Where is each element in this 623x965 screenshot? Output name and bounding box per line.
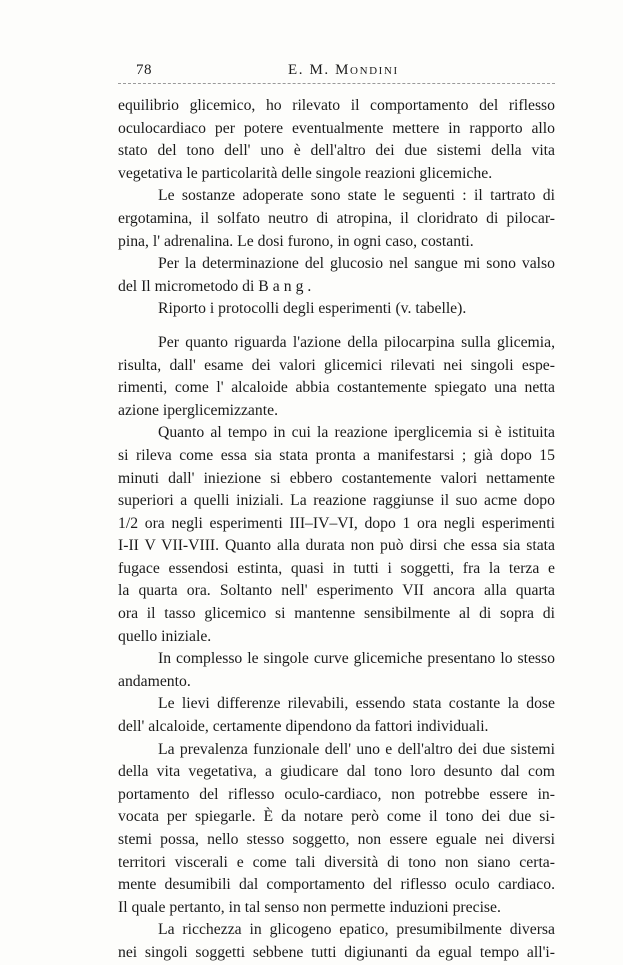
text-line: superiori a quelli iniziali. La reazione raggiunse il suo acme dopo xyxy=(118,492,555,510)
text-line: Le lievi differenze rilevabili, essendo stata costante la dose xyxy=(158,695,555,713)
text-line: portamento del riflesso oculo-cardiaco, non potrebbe essere in- xyxy=(118,785,555,803)
text-line: stemi possa, nello stesso soggetto, non essere eguale nei diversi xyxy=(118,831,555,848)
text-line: dell' alcaloide, certamente dipendono da fattori individuali. xyxy=(118,718,489,736)
text-line: pina, l' adrenalina. Le dosi furono, in ogni caso, costanti. xyxy=(118,232,474,250)
header-rule xyxy=(118,83,555,84)
text-line: vocata per spiegarle. È da notare però come il tono dei due si- xyxy=(118,808,555,826)
page-header xyxy=(118,62,555,86)
text-line: Per la determinazione del glucosio nel sangue mi sono valso xyxy=(158,255,555,273)
text-line: risulta, dall' esame dei valori glicemici rilevati nei singoli espe- xyxy=(118,356,555,374)
text-line: la quarta ora. Soltanto nell' esperimento VII ancora alla quarta xyxy=(118,582,555,600)
text-line: rimenti, come l' alcaloide abbia costantemente spiegato una netta xyxy=(118,379,555,397)
text-line: Le sostanze adoperate sono state le seguenti : il tartrato di xyxy=(158,187,555,205)
text-line: fugace essendosi estinta, quasi in tutti i soggetti, fra la terza e xyxy=(118,559,555,577)
page-number: 78 xyxy=(136,62,152,78)
text-line: territori viscerali e come tali diversità di tono non siano certa- xyxy=(118,853,555,871)
text-line: minuti dall' iniezione si ebbero costantemente valori nettamente xyxy=(118,469,555,487)
text-line: ergotamina, il solfato neutro di atropina, il cloridrato di pilocar- xyxy=(118,209,555,227)
text-line xyxy=(118,276,555,299)
text-line: 1/2 ora negli esperimenti III–IV–VI, dopo 1 ora negli esperimenti xyxy=(118,514,555,532)
text-line: La prevalenza funzionale dell' uno e dell'altro dei due sistemi xyxy=(158,740,555,758)
text-line: azione iperglicemizzante. xyxy=(118,401,278,419)
author-initials: E. M. xyxy=(288,62,330,78)
text-line: Riporto i protocolli degli esperimenti (v. tabelle). xyxy=(158,300,467,318)
text-fragment: del Il micrometodo di xyxy=(118,277,255,295)
text-line: Quanto al tempo in cui la reazione iperglicemia si è istituita xyxy=(158,424,555,442)
text-line: quello iniziale. xyxy=(118,627,212,645)
text-line: della vita vegetativa, a giudicare dal tono loro desunto dal com xyxy=(118,763,555,781)
text-line: si rileva come essa sia stata pronta a manifestarsi ; già dopo 15 xyxy=(118,446,555,464)
text-line: I-II V VII-VIII. Quanto alla durata non può dirsi che essa sia stata xyxy=(118,537,555,555)
text-line: In complesso le singole curve glicemiche presentano lo stesso xyxy=(158,650,555,668)
text-line: La ricchezza in glicogeno epatico, presumibilmente diversa xyxy=(158,921,555,939)
text-line: Il quale pertanto, in tal senso non permette induzioni precise. xyxy=(118,898,501,916)
paragraph-gap xyxy=(118,321,555,332)
text-line: Per quanto riguarda l'azione della pilocarpina sulla glicemia, xyxy=(158,333,555,351)
text-line: stato del tono dell' uno è dell'altro dei due sistemi della vita xyxy=(118,142,555,160)
text-line: ora il tasso glicemico si mantenne sensibilmente al di sopra di xyxy=(118,605,555,623)
author-surname: Mondini xyxy=(335,62,399,78)
text-line: vegetativa le particolarità delle singole reazioni glicemiche. xyxy=(118,164,493,182)
running-head xyxy=(288,62,399,79)
text-line: andamento. xyxy=(118,672,191,690)
body-text xyxy=(118,95,555,965)
author-name-spaced: Bang. xyxy=(258,277,316,295)
text-line: nei singoli soggetti sebbene tutti digiunanti da egual tempo all'i- xyxy=(118,943,555,961)
text-line: equilibrio glicemico, ho rilevato il comportamento del riflesso xyxy=(118,97,555,114)
text-line: oculocardiaco per potere eventualmente mettere in rapporto allo xyxy=(118,119,555,137)
text-line: mente desumibili dal comportamento del riflesso oculo cardiaco. xyxy=(118,876,555,894)
